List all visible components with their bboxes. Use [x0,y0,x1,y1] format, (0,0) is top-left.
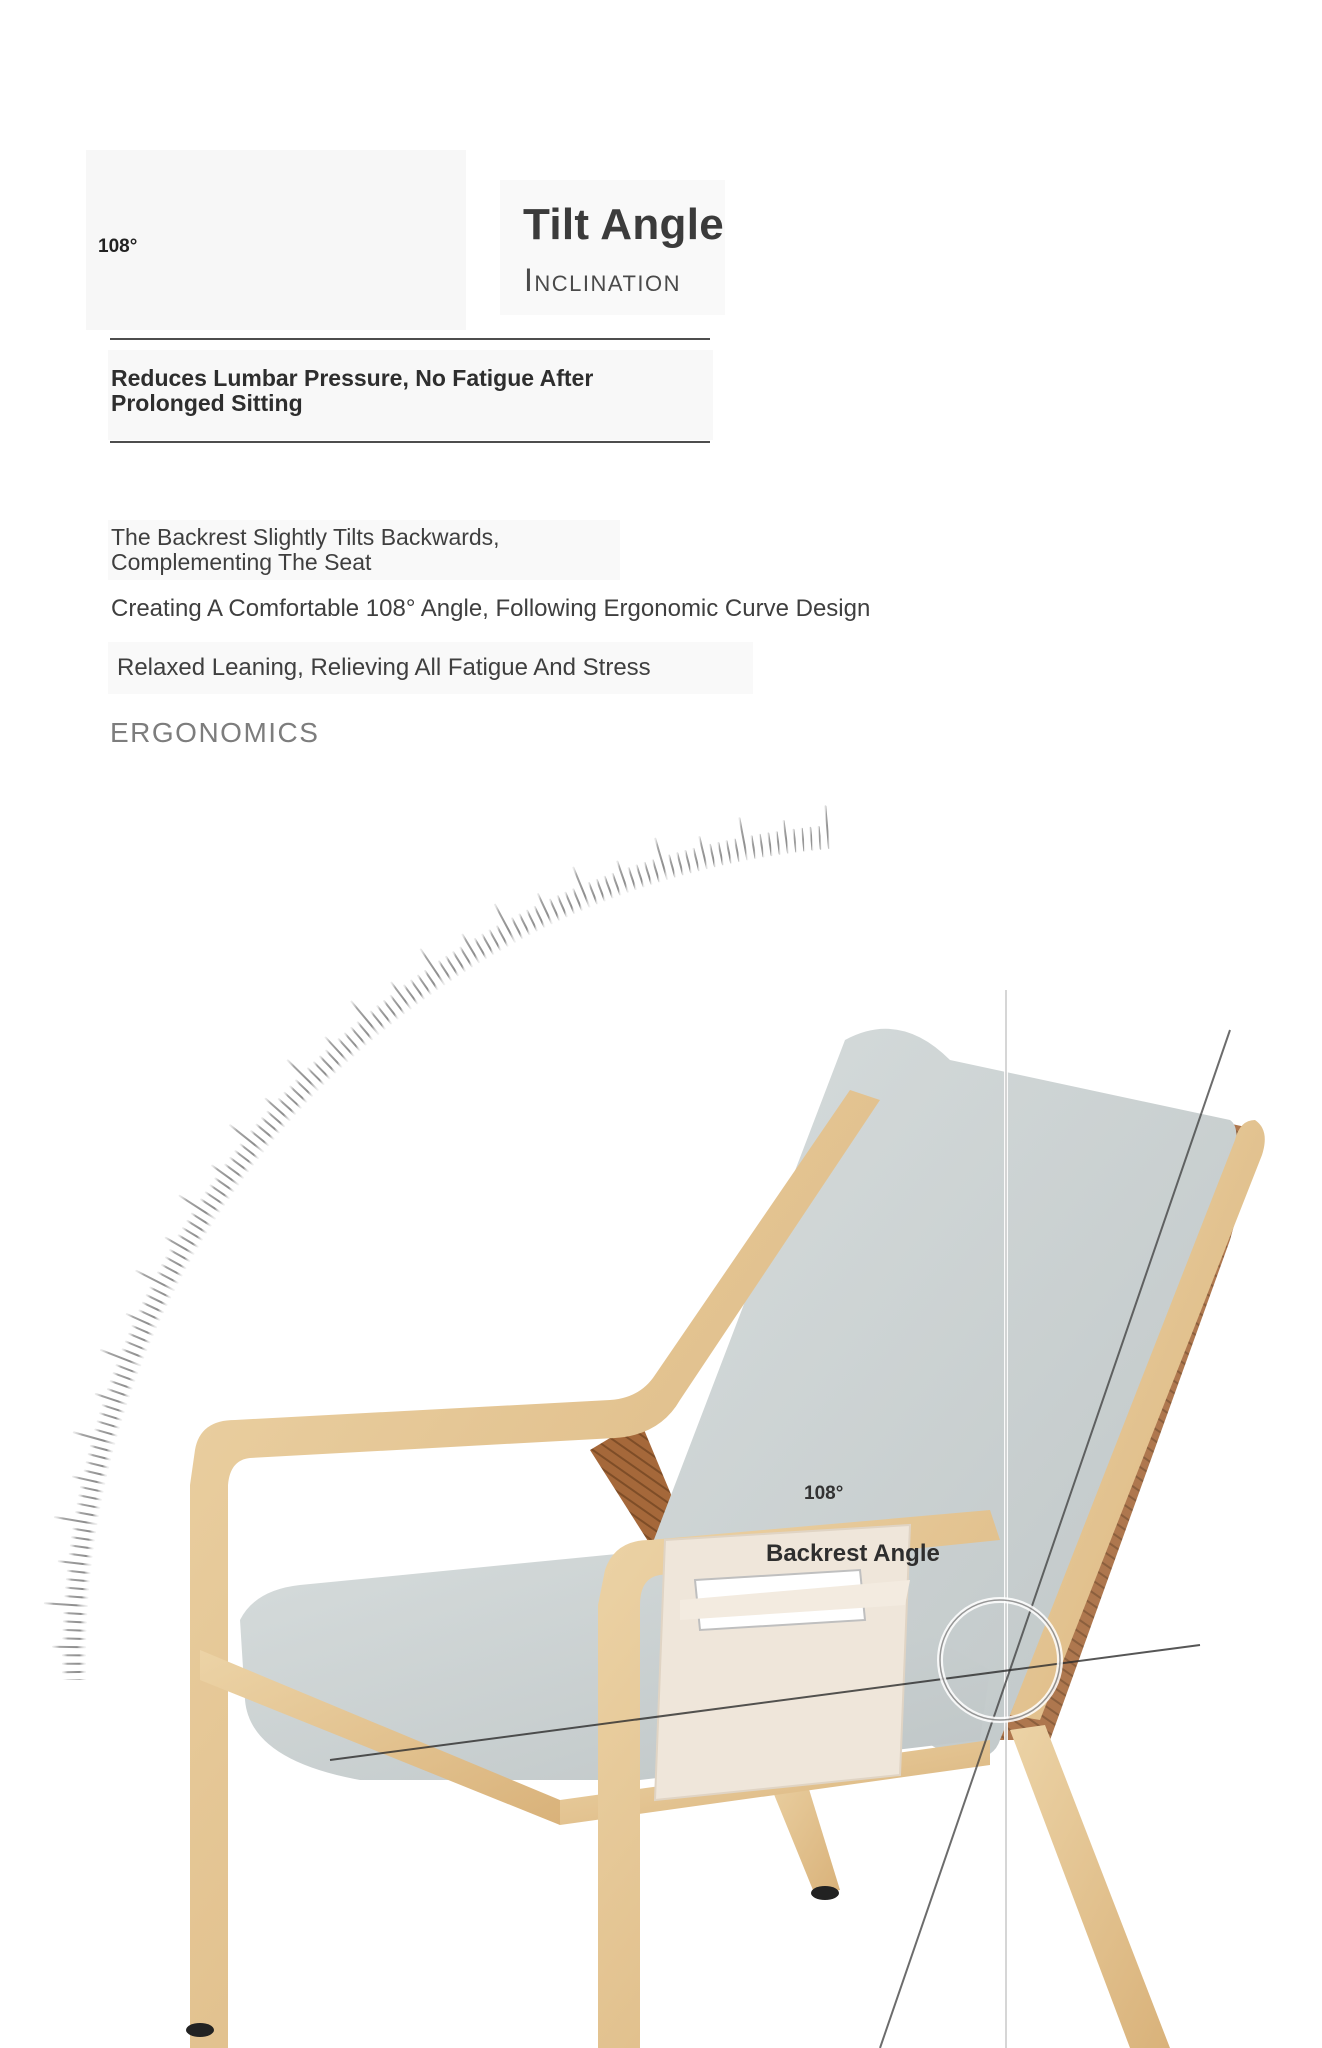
scale-tick [527,911,537,931]
scale-tick [453,952,465,971]
angle-value-top: 108° [98,236,138,257]
scale-tick [819,827,821,849]
scale-tick [589,883,597,903]
backrest-angle-label: Backrest Angle [766,1540,940,1567]
highlight-line-2: Prolonged Sitting [111,390,303,416]
divider-top [110,338,710,340]
scale-tick [802,829,805,851]
description-line-1 [111,525,571,575]
scale-tick [699,837,707,868]
scale-tick [718,843,723,864]
scale-tick [825,806,829,848]
scale-tick [739,818,747,859]
scale-tick [460,948,472,967]
scale-tick [605,877,613,898]
page-title: Tilt Angle [523,200,724,249]
angle-value-chair: 108° [804,1483,844,1504]
scale-tick [490,931,501,950]
section-label: ERGONOMICS [110,717,320,748]
scale-tick [694,849,700,870]
scale-tick [735,840,739,862]
scale-tick [677,853,683,874]
description-line-1a: The Backrest Slightly Tilts Backwards, [111,524,500,550]
scale-tick [777,832,780,854]
scale-tick [669,856,675,877]
highlight-text [111,366,631,416]
scale-tick [512,918,522,938]
scale-tick [760,835,764,857]
header-left-panel [86,150,466,330]
scale-tick [475,939,486,958]
scale-tick [784,821,788,853]
chair-illustration [0,980,1322,2048]
scale-tick [573,889,582,909]
scale-tick [617,862,628,892]
description-line-1b: Complementing The Seat [111,549,372,575]
page-subtitle: Inclination [524,262,681,298]
scale-tick [727,841,732,863]
scale-tick [613,874,621,895]
scale-tick [463,935,480,962]
divider-bottom [110,441,710,443]
scale-tick [565,893,574,913]
scale-tick [482,935,493,954]
scale-tick [768,833,772,855]
scale-tick [685,851,691,872]
scale-tick [495,905,515,942]
scale-tick [645,863,652,884]
scale-tick [558,896,567,916]
scale-tick [752,836,756,858]
scale-tick [520,915,530,935]
description-line-3: Relaxed Leaning, Relieving All Fatigue And Stress [117,654,651,681]
scale-tick [535,907,545,927]
scale-tick [446,957,458,975]
scale-tick [629,868,636,889]
scale-tick [710,845,715,867]
scale-tick [637,866,644,887]
highlight-line-1: Reduces Lumbar Pressure, No Fatigue After [111,365,594,391]
scale-tick [550,900,559,920]
scale-tick [497,926,508,945]
scale-tick [653,860,660,881]
description-line-2: Creating A Comfortable 108° Angle, Following Ergonomic Curve Design [111,595,871,622]
scale-tick [439,961,451,979]
scale-tick [810,828,812,850]
scale-tick [597,880,605,901]
scale-tick [573,868,589,907]
scale-tick [793,830,796,852]
